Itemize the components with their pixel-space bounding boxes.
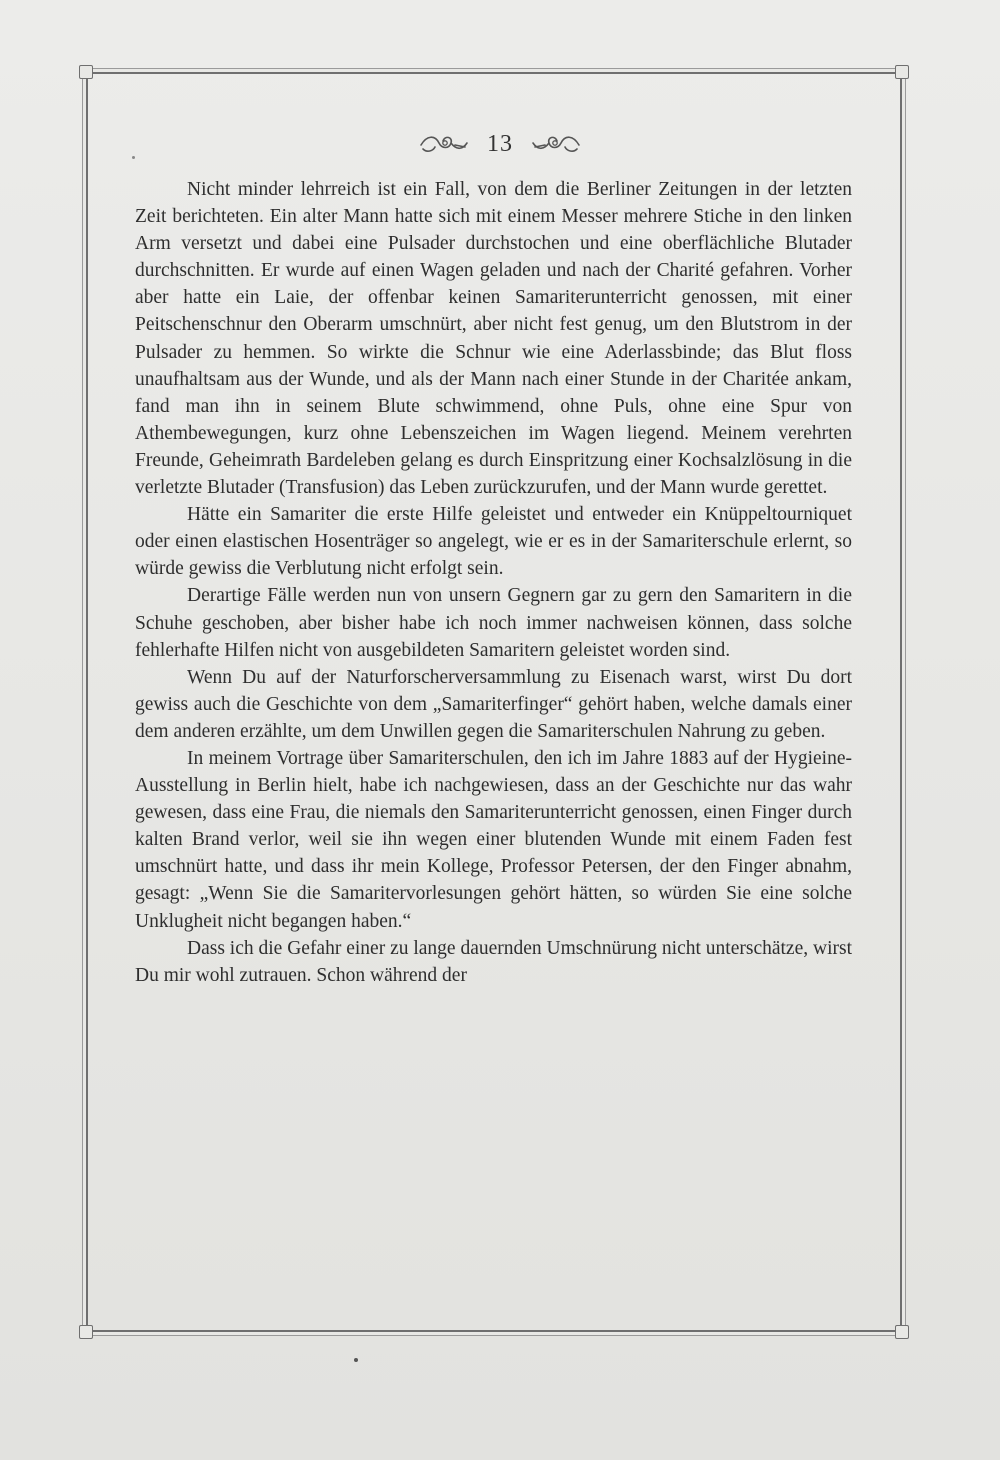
right-ornament-icon <box>529 131 583 157</box>
left-ornament-icon <box>417 131 471 157</box>
paragraph: Hätte ein Samariter die erste Hilfe geleistet und entweder ein Knüppeltourniquet oder einen elastischen Hosenträger so angelegt, wie er es in der Samariterschule erlernt, so würde gewiss die Verblutung nicht erfolgt sein. <box>135 504 852 580</box>
ink-speck <box>354 1358 358 1362</box>
paragraph: Wenn Du auf der Naturforscherversammlung zu Eisenach warst, wirst Du dort gewiss auch die Geschichte von dem „Samariterfinger“ gehört haben, welche damals einer dem anderen erzählte, um dem Unwillen gegen die Samariterschulen Nahrung zu geben. <box>135 666 852 742</box>
ink-speck <box>132 156 135 159</box>
corner-ornament <box>895 1325 909 1339</box>
corner-ornament <box>895 65 909 79</box>
corner-ornament <box>79 1325 93 1339</box>
paragraph: Derartige Fälle werden nun von unsern Gegnern gar zu gern den Samaritern in die Schuhe geschoben, aber bisher habe ich noch immer nachweisen können, dass solche fehlerhafte Hilfen nicht von ausgebildeten Samaritern geleistet worden sind. <box>135 585 852 661</box>
body-text <box>135 176 852 989</box>
page-header <box>0 124 1000 164</box>
paragraph: Nicht minder lehrreich ist ein Fall, von dem die Berliner Zeitungen in der letzten Zeit berichteten. Ein alter Mann hatte sich mit einem Messer mehrere Stiche in den linken Arm versetzt und dabei eine Pulsader durchstochen und eine oberflächliche Blutader durchschnitten. Er wurde auf einen Wagen geladen und nach der Charité gefahren. Vorher aber hatte ein Laie, der offenbar keinen Samariterunterricht genossen, mit einer Peitschenschnur den Oberarm umschnürt, aber nicht fest genug, um den Blutstrom in der Pulsader zu hemmen. So wirkte die Schnur wie eine Aderlassbinde; das Blut floss unaufhaltsam aus der Wunde, und als der Mann nach einer Stunde in der Charitée ankam, fand man ihn in seinem Blute schwimmend, ohne Puls, ohne eine Spur von Athembewegungen, kurz ohne Lebenszeichen im Wagen liegend. Meinem verehrten Freunde, Geheimrath Bardeleben gelang es durch Einspritzung einer Kochsalzlösung in die verletzte Blutader (Transfusion) das Leben zurückzurufen, und der Mann wurde gerettet. <box>135 179 852 499</box>
paragraph: In meinem Vortrage über Samariterschulen, den ich im Jahre 1883 auf der Hygieine-Ausstellung in Berlin hielt, habe ich nachgewiesen, dass an der Geschichte nur das wahr gewesen, dass eine Frau, die niemals den Samariterunterricht genossen, einen Finger durch kalten Brand verlor, weil sie ihn wegen einer blutenden Wunde mit einem Faden fest umschnürt hatte, und dass ihr mein Kollege, Professor Petersen, der den Finger abnahm, gesagt: „Wenn Sie die Samaritervorlesungen gehört hätten, so würden Sie eine solche Unklugheit nicht begangen haben.“ <box>135 747 852 932</box>
paragraph: Dass ich die Gefahr einer zu lange dauernden Umschnürung nicht unterschätze, wirst Du mir wohl zutrauen. Schon während der <box>135 937 852 986</box>
page-number: 13 <box>487 130 513 157</box>
corner-ornament <box>79 65 93 79</box>
